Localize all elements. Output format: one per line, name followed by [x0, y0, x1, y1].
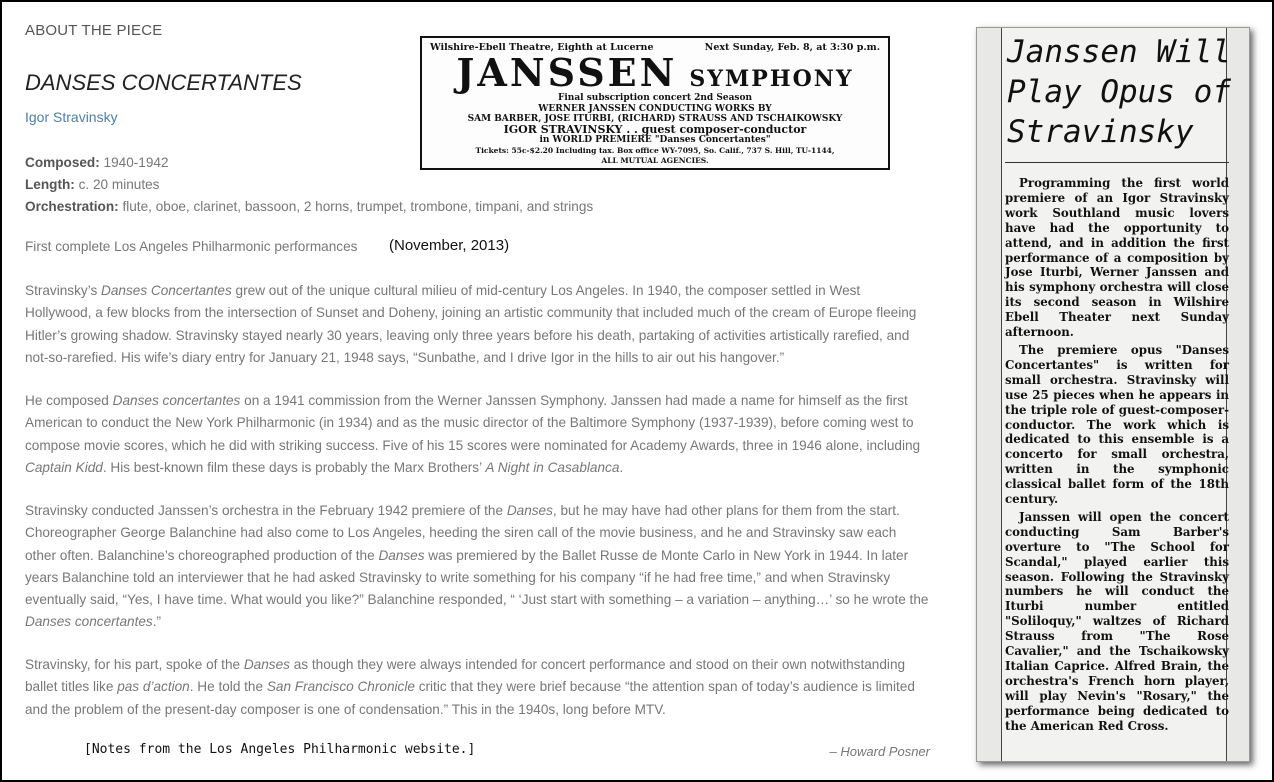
author-credit: – Howard Posner — [829, 744, 930, 759]
ad-line-4: IGOR STRAVINSKY . . guest composer-conductor — [503, 122, 807, 136]
piece-title: DANSES CONCERTANTES — [25, 70, 302, 95]
first-performance-date: (November, 2013) — [389, 237, 510, 254]
ad-tickets: Tickets: 55c-$2.20 Including tax. Box office WY-7095, So. Calif., 737 S. Hill, TU-1144, — [475, 145, 835, 155]
clipping-paragraph-2: The premiere opus "Danses Concertantes" is written for small orchestra. Stravinsky will use 25 pieces when he appears in the triple role of guest-composer-conductor. The work which is dedicated to this ensemble is a concerto for small orchestra, written in the symphonic classical ballet form of the 18th century. — [1005, 342, 1229, 507]
ad-line-3: SAM BARBER, JOSE ITURBI, (RICHARD) STRAUSS AND TSCHAIKOWSKY — [467, 114, 843, 124]
first-performance: First complete Los Angeles Philharmonic performances — [25, 239, 358, 254]
clipping-left-gutter — [977, 28, 1002, 761]
source-note: [Notes from the Los Angeles Philharmonic website.] — [84, 742, 476, 757]
clipping-headline: Janssen Will Play Opus of Stravinsky — [1007, 34, 1231, 150]
composer-link[interactable]: Igor Stravinsky — [25, 109, 118, 125]
clipping-rule — [1005, 162, 1229, 163]
paragraph-3: Stravinsky conducted Janssen’s orchestra in the February 1942 premiere of the Danses, but he may have had other plans for them from the start. Choreographer George Balanchine had also come to Los Angeles, heeding the siren call of the movie business, and he and Stravinsky saw each other often. Balanchine’s choreographed production of the Danses was premiered by the Ballet Russe de Monte Carlo in New York in 1944. In later years Balanchine told an interviewer that he had asked Stravinsky to write something for his company “if he had free time,” and when Stravinsky eventually said, “Yes, I have time. What would you like?” Balanchine responded, “ ‘Just start with something – a variation – anything…’ so he wrote the Danses concertantes.” — [25, 503, 929, 630]
ad-venue: Wilshire-Ebell Theatre, Eighth at Lucerne — [430, 42, 654, 53]
paragraph-2: He composed Danses concertantes on a 1941 commission from the Werner Janssen Symphony. Janssen had made a name for himself as the first American to conduct the New York Philharmonic (in 1934) and as the music director of the Baltimore Symphony (1937-1939), before coming west to compose movie scores, which he did with striking success. Five of his 15 scores were nominated for Academy Awards, three in 1946 alone, including Captain Kidd. His best-known film these days is probably the Marx Brothers’ A Night in Casablanca. — [25, 393, 921, 475]
concert-advertisement — [420, 36, 890, 170]
newspaper-clipping — [976, 27, 1250, 762]
ad-line-1: Final subscription concert 2nd Season — [557, 93, 753, 103]
paragraph-1: Stravinsky’s Danses Concertantes grew out of the unique cultural milieu of mid-century Los Angeles. In 1940, the composer settled in West Hollywood, a few blocks from the intersection of Sunset and Doheny, joining an artistic community that included much of the cream of Europe fleeing Hitler’s growing shadow. Stravinsky stayed nearly 30 years, leaving only three years before his death, partaking of activities artistically rarefied, and not-so-rarefied. His wife’s diary entry for January 21, 1948 says, “Sunbathe, and I drive Igor in the hills to air out his hangover.” — [25, 283, 917, 365]
ad-line-5: in WORLD PREMIERE "Danses Concertantes" — [539, 135, 771, 145]
clipping-paragraph-1: Programming the first world premiere of an Igor Stravinsky work Southland music lovers have had the opportunity to attend, and in addition the first performance of a composition by Jose Iturbi, Werner Janssen and his symphony orchestra will close its second season in Wilshire Ebell Theater next Sunday afternoon. — [1005, 176, 1229, 340]
ad-janssen: JANSSEN — [456, 50, 678, 95]
ad-date: Next Sunday, Feb. 8, at 3:30 p.m. — [704, 42, 880, 53]
ad-symphony: SYMPHONY — [689, 66, 854, 92]
length-row: Length: c. 20 minutes — [25, 177, 160, 192]
paragraph-4: Stravinsky, for his part, spoke of the Danses as though they were always intended for concert performance and stood on their own notwithstanding ballet titles like pas d’action. He told the San Francisco Chronicle critic that they were brief because “the attention span of today’s audience is limited and the problem of the present-day composer is one of condensation.” This in the 1940s, long before MTV. — [25, 657, 915, 717]
clipping-body — [1005, 176, 1229, 737]
section-label: ABOUT THE PIECE — [25, 22, 163, 39]
clipping-paragraph-3: Janssen will open the concert conducting Sam Barber's overture to "The School for Scandal," played earlier this season. Following the Stravinsky numbers he will conduct the Iturbi number entitled "Soliloquy," waltzes of Richard Strauss from "The Rose Cavalier," and the Tschaikowsky Italian Caprice. Alfred Brain, the orchestra's French horn player, will play Nevin's "Rosary," the performance being dedicated to the American Red Cross. — [1005, 509, 1229, 733]
orchestration-row: Orchestration: flute, oboe, clarinet, bassoon, 2 horns, trumpet, trombone, timpani, and strings — [25, 199, 594, 214]
ad-agencies: ALL MUTUAL AGENCIES. — [601, 155, 709, 165]
ad-headline — [422, 50, 888, 95]
composed-row: Composed: 1940-1942 — [25, 155, 169, 170]
ad-line-2: WERNER JANSSEN CONDUCTING WORKS BY — [538, 103, 772, 114]
